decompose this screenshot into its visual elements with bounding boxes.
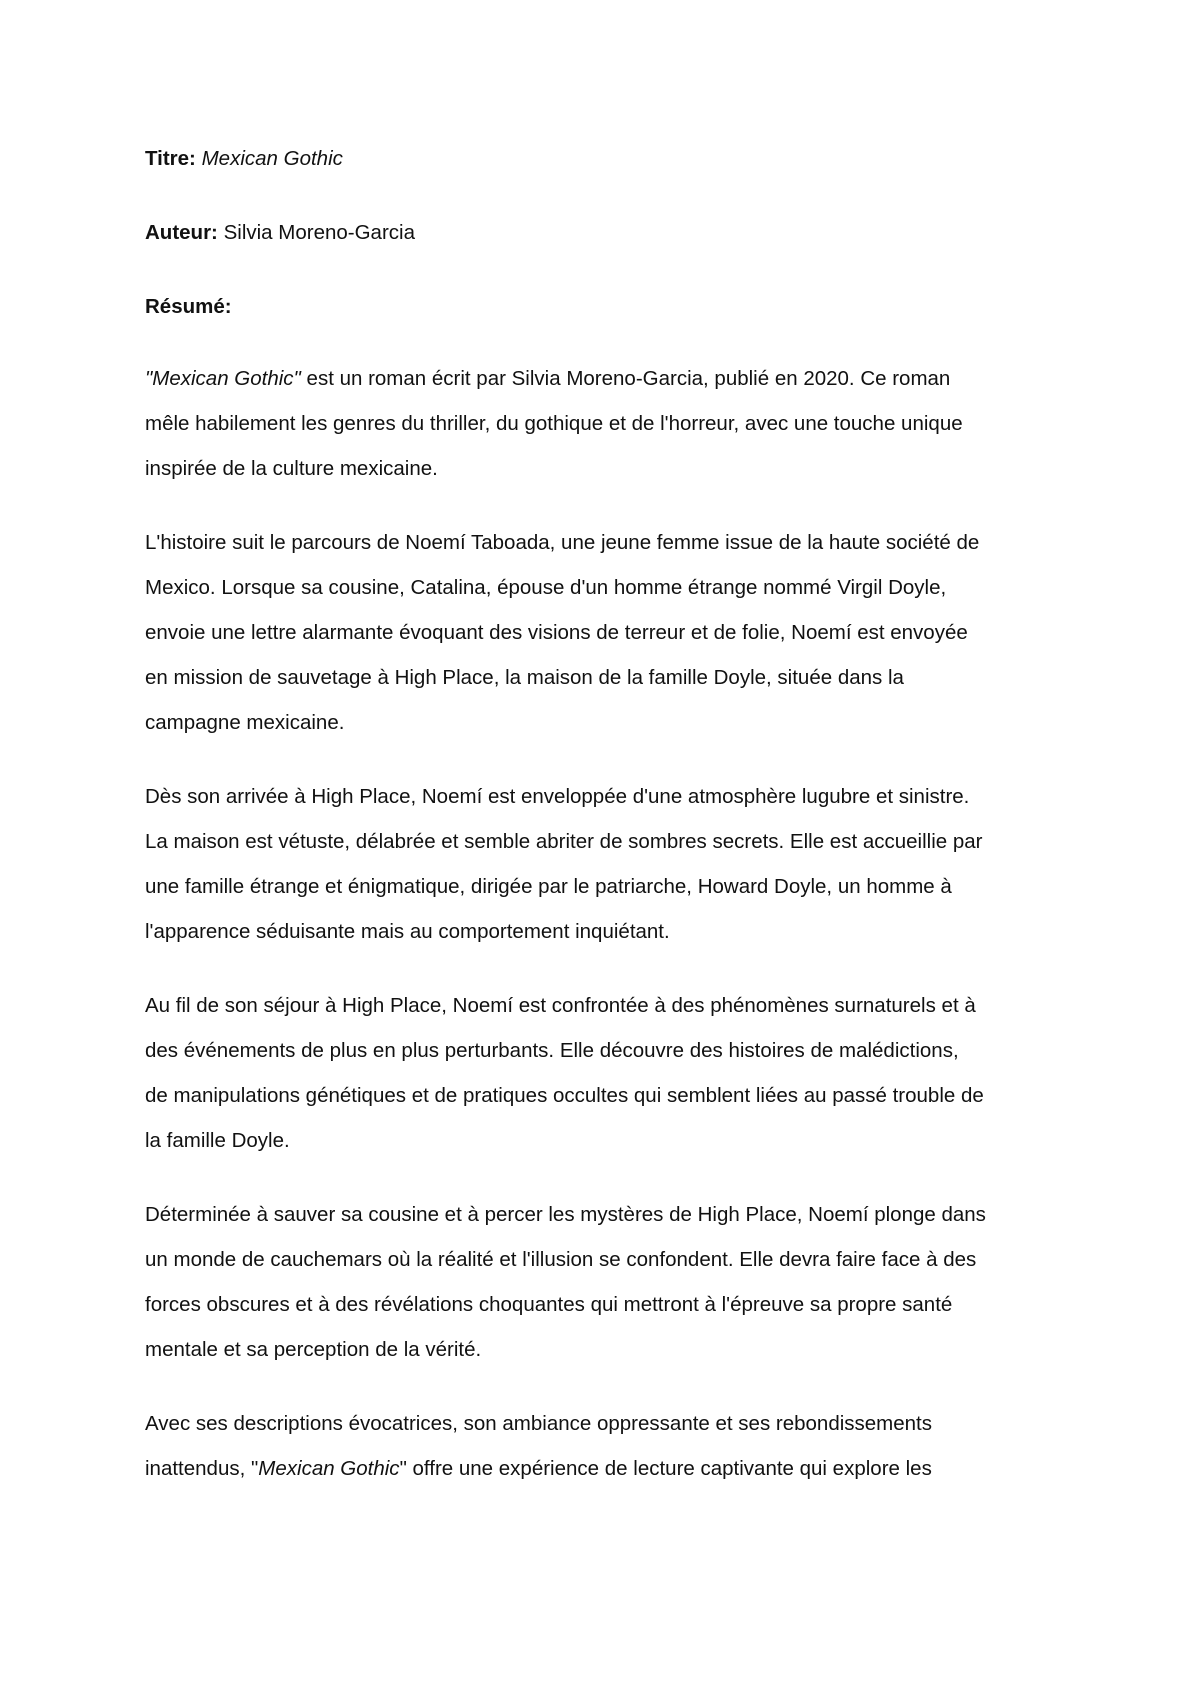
- paragraph-line: [145, 1327, 1075, 1372]
- line-text: en mission de sauvetage à High Place, la maison de la famille Doyle, située dans la: [145, 666, 904, 689]
- paragraph-line: [145, 1282, 1075, 1327]
- paragraph-line: [145, 446, 1075, 491]
- line-text: Mexico. Lorsque sa cousine, Catalina, épouse d'un homme étrange nommé Virgil Doyle,: [145, 576, 947, 599]
- line-text: Déterminée à sauver sa cousine et à percer les mystères de High Place, Noemí plonge dans: [145, 1203, 986, 1226]
- line-text: L'histoire suit le parcours de Noemí Taboada, une jeune femme issue de la haute société de: [145, 531, 980, 554]
- paragraph-line: [145, 819, 1075, 864]
- paragraph-line: [145, 909, 1075, 954]
- italic-text: Mexican Gothic: [258, 1457, 400, 1480]
- author-label: Auteur:: [145, 221, 218, 244]
- paragraph-line: [145, 610, 1075, 655]
- line-text: mêle habilement les genres du thriller, du gothique et de l'horreur, avec une touche unique: [145, 412, 963, 435]
- line-text: de manipulations génétiques et de pratiques occultes qui semblent liées au passé trouble de: [145, 1084, 984, 1107]
- italic-text: "Mexican Gothic": [145, 367, 301, 390]
- summary-paragraph: [145, 1401, 1075, 1491]
- paragraph-line: [145, 1401, 1075, 1446]
- paragraph-line: [145, 565, 1075, 610]
- line-text: campagne mexicaine.: [145, 711, 345, 734]
- line-text: Avec ses descriptions évocatrices, son ambiance oppressante et ses rebondissements: [145, 1412, 933, 1435]
- summary-paragraph: [145, 983, 1075, 1163]
- line-text: Dès son arrivée à High Place, Noemí est enveloppée d'une atmosphère lugubre et sinistre.: [145, 785, 970, 808]
- line-text: l'apparence séduisante mais au comportement inquiétant.: [145, 920, 670, 943]
- title-label: Titre:: [145, 147, 196, 170]
- paragraph-line: [145, 1192, 1075, 1237]
- summary-paragraph: [145, 520, 1075, 745]
- line-text: est un roman écrit par Silvia Moreno-Garcia, publié en 2020. Ce roman: [300, 367, 951, 390]
- line-text: inattendus, ": [145, 1457, 259, 1480]
- paragraph-line: [145, 655, 1075, 700]
- summary-body: [145, 356, 1075, 1491]
- line-text: La maison est vétuste, délabrée et semble abriter de sombres secrets. Elle est accueillie par: [145, 830, 983, 853]
- document-page: [145, 140, 1075, 1491]
- line-text: un monde de cauchemars où la réalité et l'illusion se confondent. Elle devra faire face à des: [145, 1248, 977, 1271]
- paragraph-line: [145, 520, 1075, 565]
- paragraph-line: [145, 1028, 1075, 1073]
- title-line: [145, 140, 1075, 178]
- summary-paragraph: [145, 774, 1075, 954]
- line-text: inspirée de la culture mexicaine.: [145, 457, 438, 480]
- line-text: la famille Doyle.: [145, 1129, 290, 1152]
- line-text: des événements de plus en plus perturbants. Elle découvre des histoires de malédictions,: [145, 1039, 959, 1062]
- paragraph-line: [145, 356, 1075, 401]
- title-value: Mexican Gothic: [201, 147, 343, 170]
- line-text: mentale et sa perception de la vérité.: [145, 1338, 482, 1361]
- line-text: forces obscures et à des révélations choquantes qui mettront à l'épreuve sa propre santé: [145, 1293, 953, 1316]
- paragraph-line: [145, 700, 1075, 745]
- line-text: " offre une expérience de lecture captivante qui explore les: [399, 1457, 932, 1480]
- paragraph-line: [145, 1073, 1075, 1118]
- paragraph-line: [145, 1118, 1075, 1163]
- paragraph-line: [145, 774, 1075, 819]
- author-value: Silvia Moreno-Garcia: [223, 221, 415, 244]
- line-text: envoie une lettre alarmante évoquant des visions de terreur et de folie, Noemí est envoyée: [145, 621, 968, 644]
- author-line: [145, 214, 1075, 252]
- paragraph-line: [145, 1237, 1075, 1282]
- paragraph-line: [145, 401, 1075, 446]
- paragraph-line: [145, 983, 1075, 1028]
- summary-heading: Résumé:: [145, 295, 232, 318]
- line-text: Au fil de son séjour à High Place, Noemí est confrontée à des phénomènes surnaturels et à: [145, 994, 976, 1017]
- summary-paragraph: [145, 1192, 1075, 1372]
- line-text: une famille étrange et énigmatique, dirigée par le patriarche, Howard Doyle, un homme à: [145, 875, 952, 898]
- paragraph-line: [145, 1446, 1075, 1491]
- paragraph-line: [145, 864, 1075, 909]
- summary-paragraph: [145, 356, 1075, 491]
